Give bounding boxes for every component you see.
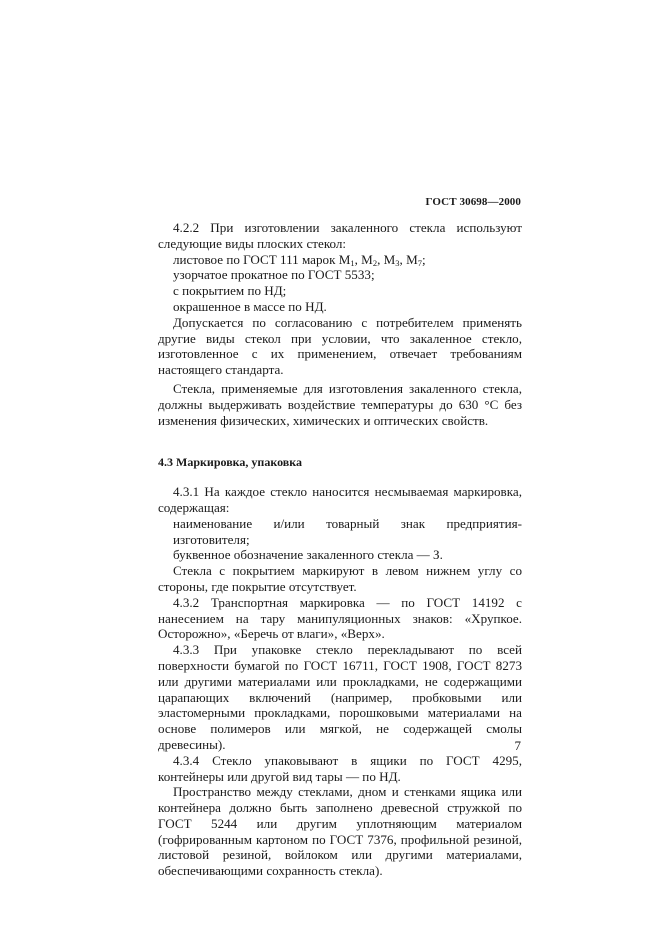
clause-4-2-2-intro: 4.2.2 При изготовлении закаленного стекла используют следующие виды плоских стекол:	[158, 220, 522, 251]
page-number: 7	[514, 738, 521, 753]
clause-4-2-2-paragraph: Стекла, применяемые для изготовления закаленного стекла, должны выдерживать воздействие температуры до 630 °С без изменения физических, химических и оптических свойств.	[158, 380, 522, 428]
grade-subscript: 3	[395, 257, 400, 268]
glass-type-item-sheet-text: листовое по ГОСТ 111 марок М	[173, 251, 351, 267]
clause-4-2-2-paragraph: Допускается по согласованию с потребителем применять другие виды стекол при условии, что закаленное стекло, изготовленное с их применением, отвечает требованиям настоящего стандарта.	[158, 314, 522, 378]
clause-4-3-1-note: Стекла с покрытием маркируют в левом нижнем углу со стороны, где покрытие отсутствует.	[158, 563, 522, 594]
grade-subscript: 7	[417, 257, 422, 268]
glass-type-item-patterned: узорчатое прокатное по ГОСТ 5533;	[173, 267, 375, 283]
clause-4-3-4-space: Пространство между стеклами, дном и стенками ящика или контейнера должно быть заполнено древесной стружкой по ГОСТ 5244 или другим уплотняющим материалом (гофрированным картоном по ГОСТ 7376, профильной резиной, листовой резиной, войлоком или другими материалами, обеспечивающими сохранность стекла).	[158, 784, 522, 879]
glass-type-item-coated: с покрытием по НД;	[173, 283, 287, 299]
clause-4-3-4: 4.3.4 Стекло упаковывают в ящики по ГОСТ 4295, контейнеры или другой вид тары — по НД.	[158, 752, 522, 784]
marking-item: буквенное обозначение закаленного стекла — З.	[173, 547, 443, 563]
document-body	[158, 220, 522, 879]
clause-4-3-2: 4.3.2 Транспортная маркировка — по ГОСТ 14192 с нанесением на тару манипуляционных знаков: «Хрупкое. Осторожно», «Беречь от влаги», «Верх».	[158, 594, 522, 642]
clause-4-3-1: 4.3.1 На каждое стекло наносится несмываемая маркировка, содержащая:	[158, 484, 522, 515]
section-heading: 4.3 Маркировка, упаковка	[158, 455, 302, 470]
grade-subscript: 1	[350, 257, 355, 268]
document-code-header: ГОСТ 30698—2000	[425, 196, 521, 208]
glass-type-item-sheet: листовое по ГОСТ 111 марок $М_1$, $М_2$, $М_3$, $М_7$;	[173, 251, 426, 268]
glass-type-item-tinted: окрашенное в массе по НД.	[173, 298, 327, 314]
clause-4-3-3: 4.3.3 При упаковке стекло перекладывают по всей поверхности бумагой по ГОСТ 16711, ГОСТ 1908, ГОСТ 8273 или другими материалами или прокладками, не содержащими царапающих включений (например, пробковыми или эластомерными прокладками, порошковыми материалами на основе полимеров или мягкой, не содержащей смолы древесины).	[158, 642, 522, 752]
grade-subscript: 2	[372, 257, 378, 268]
marking-item: наименование и/или товарный знак предприятия-изготовителя;	[173, 515, 522, 547]
